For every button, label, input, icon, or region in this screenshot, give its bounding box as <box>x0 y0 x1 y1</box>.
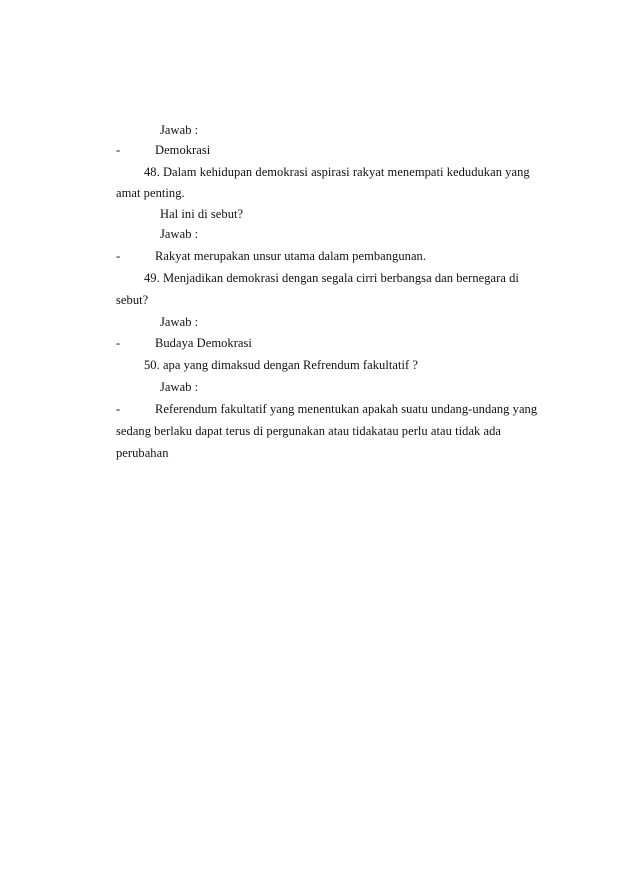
question-48-line-3: Hal ini di sebut? <box>160 207 244 221</box>
jawab-label-1: Jawab : <box>160 123 199 137</box>
answer-dash-1: - <box>116 143 121 157</box>
jawab-label-50: Jawab : <box>160 380 199 394</box>
answer-dash-48: - <box>116 249 121 263</box>
jawab-label-48: Jawab : <box>160 227 199 241</box>
answer-text-1: Demokrasi <box>155 143 211 157</box>
question-49-line-2: sebut? <box>116 293 149 307</box>
answer-text-50-line-1: Referendum fakultatif yang menentukan apakah suatu undang-undang yang <box>155 402 538 416</box>
answer-text-50-line-3: perubahan <box>116 446 169 460</box>
answer-text-50-line-2: sedang berlaku dapat terus di pergunakan atau tidakatau perlu atau tidak ada <box>116 424 502 438</box>
question-50-line-1: 50. apa yang dimaksud dengan Refrendum fakultatif ? <box>144 358 418 372</box>
question-48-line-2: amat penting. <box>116 186 185 200</box>
answer-text-49: Budaya Demokrasi <box>155 336 252 350</box>
answer-text-48: Rakyat merupakan unsur utama dalam pembangunan. <box>155 249 427 263</box>
answer-dash-50: - <box>116 402 121 416</box>
jawab-label-49: Jawab : <box>160 315 199 329</box>
question-49-line-1: 49. Menjadikan demokrasi dengan segala cirri berbangsa dan bernegara di <box>144 271 519 285</box>
answer-dash-49: - <box>116 336 121 350</box>
question-48-line-1: 48. Dalam kehidupan demokrasi aspirasi rakyat menempati kedudukan yang <box>144 165 530 179</box>
